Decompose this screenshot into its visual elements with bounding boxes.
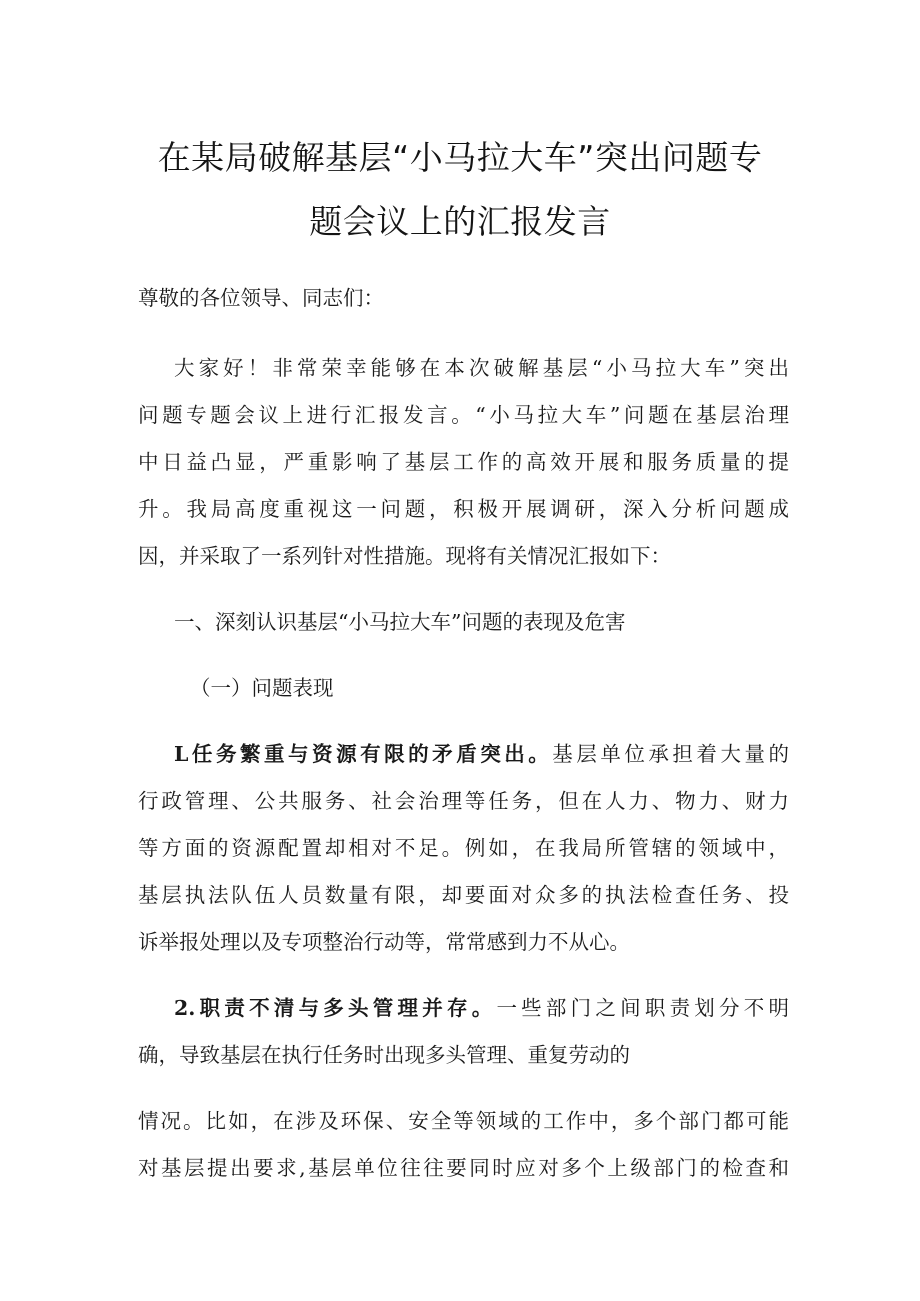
point-2-line-3: 情况。比如，在涉及环保、安全等领域的工作中，多个部门都可能 — [138, 1109, 789, 1133]
section-heading: 一、深刻认识基层“小马拉大车”问题的表现及危害 — [174, 610, 626, 634]
intro-line-4: 升。我局高度重视这一问题，积极开展调研，深入分析问题成 — [138, 497, 789, 521]
intro-line-3: 中日益凸显，严重影响了基层工作的高效开展和服务质量的提 — [138, 450, 789, 474]
point-2-first-rest: 一些部门之间职责划分不明 — [496, 996, 790, 1020]
point-1-line-2: 行政管理、公共服务、社会治理等任务，但在人力、物力、财力 — [138, 789, 789, 813]
salutation: 尊敬的各位领导、同志们： — [138, 286, 384, 310]
point-1-line-1 — [174, 740, 789, 768]
point-1-line-3: 等方面的资源配置却相对不足。例如，在我局所管辖的领域中， — [138, 836, 789, 860]
point-1-line-4: 基层执法队伍人员数量有限，却要面对众多的执法检查任务、投 — [138, 883, 789, 907]
point-2-line-2: 确，导致基层在执行任务时出现多头管理、重复劳动的 — [138, 1043, 630, 1067]
point-2-line-1 — [174, 994, 789, 1022]
intro-line-2: 问题专题会议上进行汇报发言。“小马拉大车”问题在基层治理 — [138, 403, 789, 427]
point-1-line-5: 诉举报处理以及专项整治行动等，常常感到力不从心。 — [138, 930, 630, 954]
document-title-line-1: 在某局破解基层“小马拉大车”突出问题专 — [157, 138, 763, 177]
intro-line-5: 因，并采取了一系列针对性措施。现将有关情况汇报如下： — [138, 544, 671, 568]
point-2-line-4: 对基层提出要求,基层单位往往要同时应对多个上级部门的检查和 — [138, 1156, 789, 1180]
intro-line-1: 大家好！非常荣幸能够在本次破解基层“小马拉大车”突出 — [174, 356, 789, 380]
point-1-first-rest: 基层单位承担着大量的 — [552, 742, 790, 766]
subsection-heading: （一）问题表现 — [190, 676, 334, 700]
document-title-line-2: 题会议上的汇报发言 — [309, 202, 611, 241]
point-2-lead: 2.职责不清与多头管理并存。 — [174, 996, 497, 1020]
point-1-lead: L任务繁重与资源有限的矛盾突出。 — [174, 742, 553, 766]
